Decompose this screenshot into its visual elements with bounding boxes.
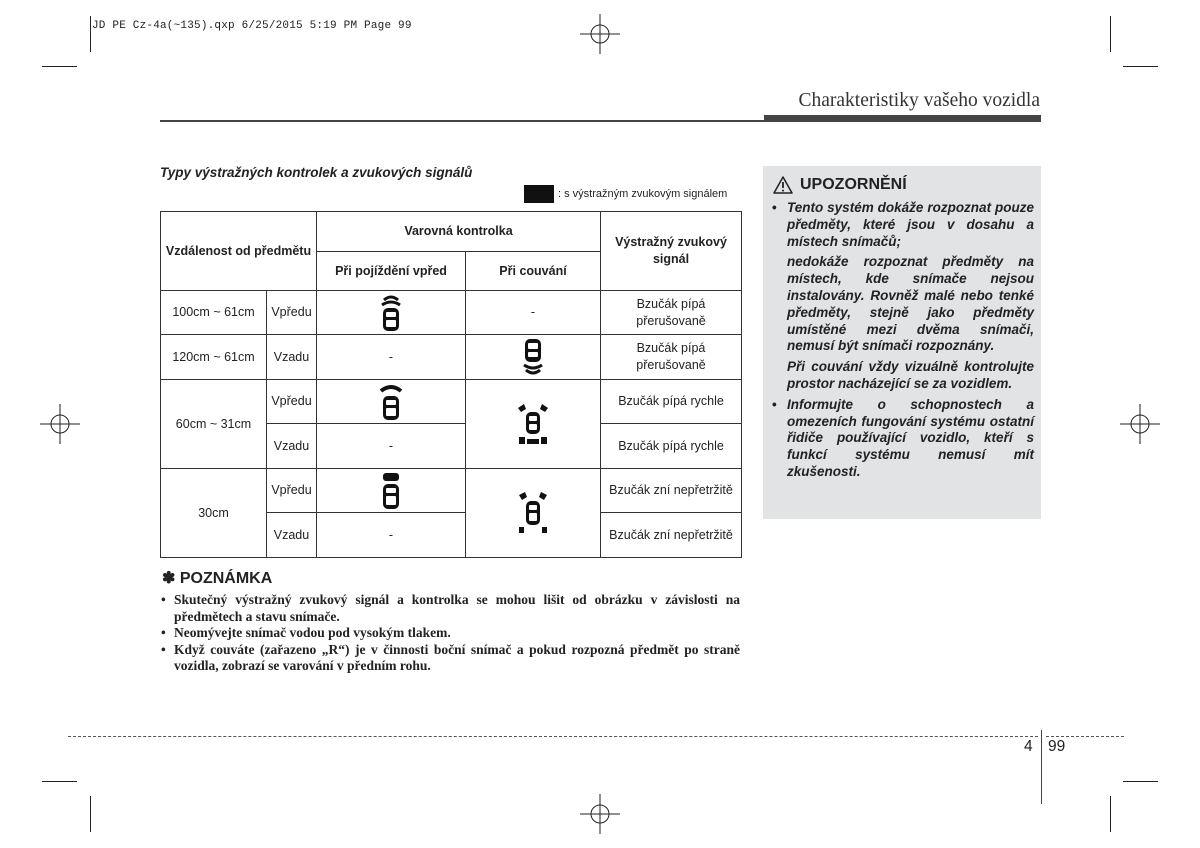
table-row (161, 469, 742, 513)
registration-mark-icon (40, 404, 80, 444)
col-header-distance: Vzdálenost od předmětu (161, 212, 317, 291)
registration-mark-icon (580, 14, 620, 54)
crop-mark (42, 66, 77, 67)
crop-mark (1110, 16, 1111, 52)
crop-mark (1123, 781, 1158, 782)
forward-indicator-cell: - (317, 513, 466, 558)
registration-mark-icon (1120, 404, 1160, 444)
chapter-number: 4 (1024, 738, 1033, 755)
col-header-sound: Výstražný zvukový signál (601, 212, 742, 291)
warning-item (771, 200, 1034, 393)
note-list (160, 592, 740, 675)
note-item: • Neomývejte snímač vodou pod vysokým tlakem. (160, 625, 740, 642)
car-corner-zone-icon (516, 402, 550, 446)
table-row (161, 291, 742, 335)
table-caption: Typy výstražných kontrolek a zvukových signálů (160, 165, 473, 180)
car-front-zone-icon (377, 383, 405, 421)
sound-cell: Bzučák pípá rychle (601, 380, 742, 424)
header-rule-accent (764, 115, 1041, 122)
forward-indicator-cell (317, 380, 466, 424)
warning-item (771, 397, 1034, 481)
crop-mark (90, 16, 91, 52)
legend-text: : s výstražným zvukovým signálem (558, 188, 728, 200)
col-header-forward: Při pojíždění vpřed (317, 252, 466, 291)
side-cell: Vzadu (267, 513, 317, 558)
note-item: • Když couváte (zařazeno „R“) je v činnosti boční snímač a pokud rozpozná předmět po straně vozidla, zobrazí se varování v předním rohu. (160, 642, 740, 675)
car-front-zone-icon (379, 472, 403, 510)
warning-triangle-icon (773, 176, 793, 194)
sound-cell: Bzučák pípá rychle (601, 424, 742, 469)
car-rear-zone-icon (521, 338, 545, 376)
footer-rule (68, 736, 1038, 737)
footer-rule (1046, 736, 1124, 737)
distance-cell: 100cm ~ 61cm (161, 291, 267, 335)
warning-title (773, 176, 907, 194)
distance-cell: 30cm (161, 469, 267, 558)
car-corner-zone-icon (516, 491, 550, 535)
crop-mark (1110, 796, 1111, 832)
crop-mark (42, 781, 77, 782)
section-title: Charakteristiky vašeho vozidla (798, 90, 1040, 111)
legend-swatch (524, 185, 554, 203)
reverse-indicator-cell: - (466, 291, 601, 335)
distance-cell: 120cm ~ 61cm (161, 335, 267, 380)
sound-cell: Bzučák pípá přerušovaně (601, 291, 742, 335)
warning-list (771, 200, 1034, 485)
registration-mark-icon (580, 794, 620, 834)
crop-mark (1123, 66, 1158, 67)
sound-cell: Bzučák zní nepřetržitě (601, 513, 742, 558)
warning-title-text: UPOZORNĚNÍ (800, 176, 907, 193)
warning-paragraph: • Tento systém dokáže rozpoznat pouze předměty, které jsou v dosahu a místech snímačů; (787, 200, 1034, 249)
table-row (161, 380, 742, 424)
reverse-indicator-cell (466, 469, 601, 558)
warning-paragraph: • Informujte o schopnostech a omezeních fungování systému ostatní řidiče používající vozidlo, kteří s funkcí systému nemusí mít zkušenosti. (787, 396, 1034, 479)
side-cell: Vzadu (267, 424, 317, 469)
page-number-divider (1041, 730, 1042, 804)
crop-mark (90, 796, 91, 832)
side-cell: Vzadu (267, 335, 317, 380)
print-slug: JD PE Cz-4a(~135).qxp 6/25/2015 5:19 PM Page 99 (92, 20, 412, 32)
sound-cell: Bzučák pípá přerušovaně (601, 335, 742, 380)
table-row (161, 335, 742, 380)
forward-indicator-cell: - (317, 335, 466, 380)
col-header-indicator: Varovná kontrolka (317, 212, 601, 252)
forward-indicator-cell (317, 291, 466, 335)
note-heading: ✽ POZNÁMKA (162, 570, 273, 587)
reverse-indicator-cell (466, 380, 601, 469)
side-cell: Vpředu (267, 469, 317, 513)
side-cell: Vpředu (267, 291, 317, 335)
legend (524, 184, 727, 204)
warning-paragraph: nedokáže rozpoznat předměty na místech, kde snímače nejsou instalovány. Rovněž malé nebo tenké předměty, stejně jako předměty umístěné mezi dvěma snímači, nemusí být snímači rozpoznány. (787, 254, 1034, 354)
car-front-zone-icon (379, 294, 403, 332)
forward-indicator-cell: - (317, 424, 466, 469)
side-cell: Vpředu (267, 380, 317, 424)
distance-cell: 60cm ~ 31cm (161, 380, 267, 469)
sound-cell: Bzučák zní nepřetržitě (601, 469, 742, 513)
note-item: • Skutečný výstražný zvukový signál a kontrolka se mohou lišit od obrázku v závislosti na předmětech a stavu snímače. (160, 592, 740, 625)
warning-paragraph: Při couvání vždy vizuálně kontrolujte prostor nacházející se za vozidlem. (787, 359, 1034, 391)
header-rule (160, 120, 764, 122)
reverse-indicator-cell (466, 335, 601, 380)
col-header-reverse: Při couvání (466, 252, 601, 291)
warning-types-table (160, 211, 742, 558)
page-number: 99 (1048, 738, 1066, 755)
forward-indicator-cell (317, 469, 466, 513)
